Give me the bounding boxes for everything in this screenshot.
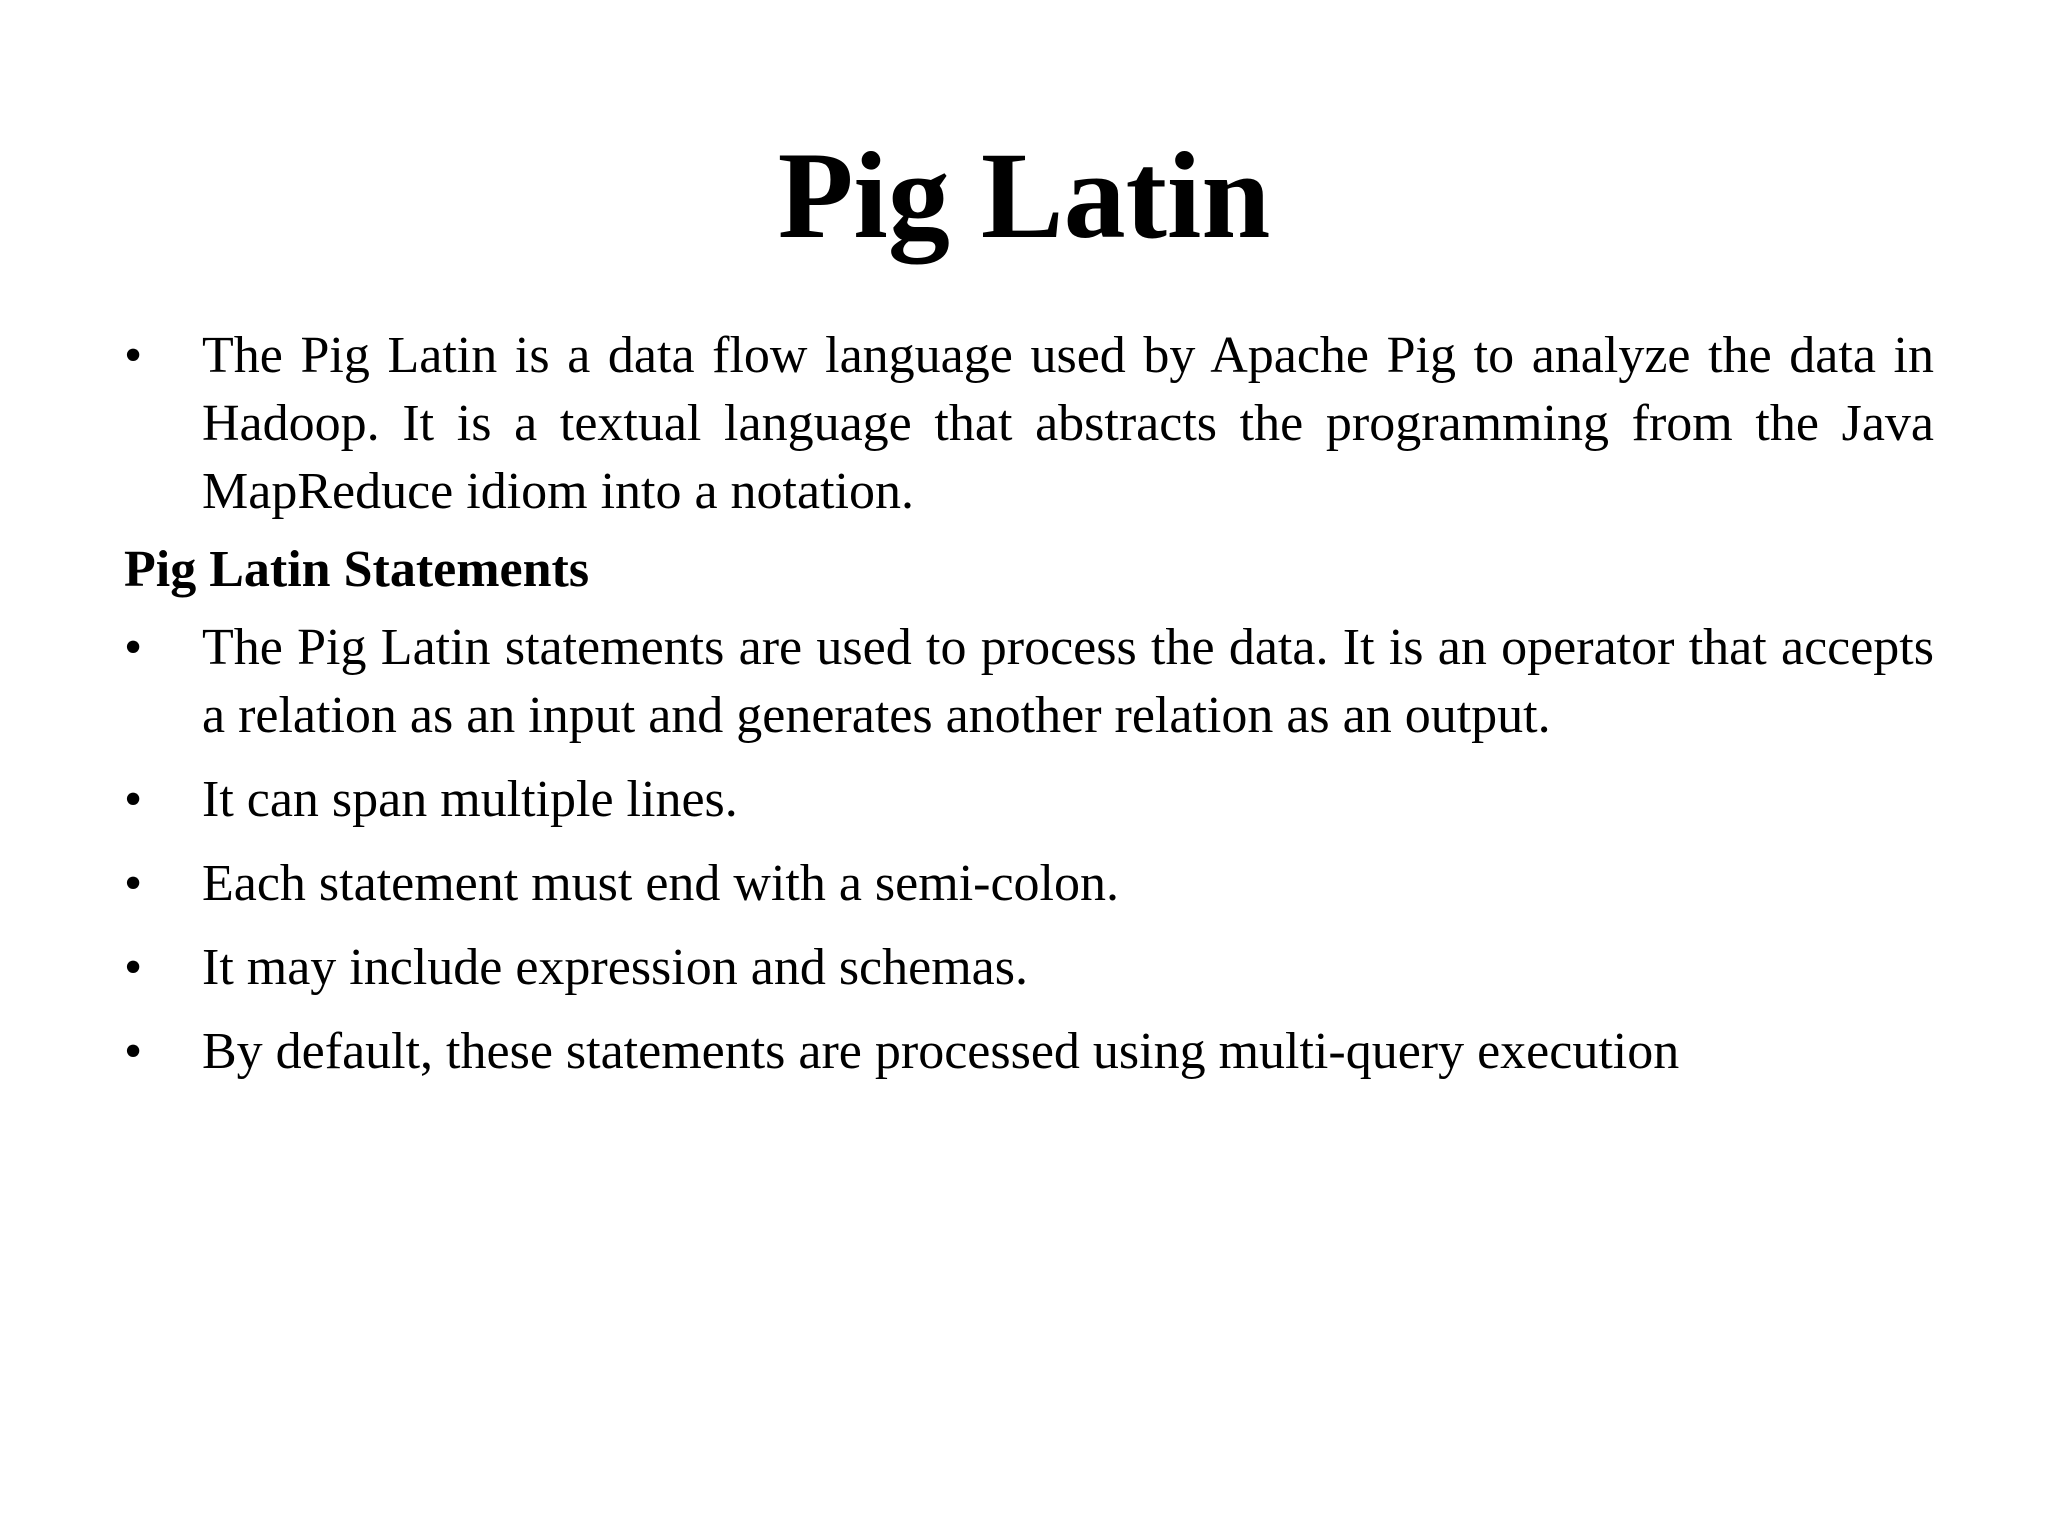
slide-title: Pig Latin bbox=[777, 127, 1271, 264]
bullet-item bbox=[124, 614, 1934, 750]
bullet-item bbox=[124, 934, 1934, 1002]
bullet-marker: • bbox=[124, 619, 143, 676]
bullet-text: It can span multiple lines. bbox=[202, 771, 738, 828]
bullet-text: Each statement must end with a semi-colon. bbox=[202, 855, 1119, 912]
bullet-text: By default, these statements are processed using multi-query execution bbox=[202, 1023, 1680, 1080]
bullet-text: The Pig Latin statements are used to process the data. It is an operator that accepts a relation as an input and generates another relation as an output. bbox=[202, 619, 1934, 744]
bullet-marker: • bbox=[124, 327, 143, 384]
bullet-item bbox=[124, 322, 1934, 526]
bullet-text: The Pig Latin is a data flow language used by Apache Pig to analyze the data in Hadoop. It is a textual language that abstracts the programming from the Java MapReduce idiom into a notation. bbox=[202, 327, 1934, 520]
bullet-item bbox=[124, 1018, 1934, 1086]
slide-content bbox=[124, 322, 1934, 1086]
bullet-marker: • bbox=[124, 855, 143, 912]
bullet-marker: • bbox=[124, 1023, 143, 1080]
bullet-marker: • bbox=[124, 939, 143, 996]
bullet-item bbox=[124, 850, 1934, 918]
bullet-text: It may include expression and schemas. bbox=[202, 939, 1028, 996]
bullet-item bbox=[124, 766, 1934, 834]
bullet-marker: • bbox=[124, 771, 143, 828]
section-heading: Pig Latin Statements bbox=[124, 541, 590, 598]
